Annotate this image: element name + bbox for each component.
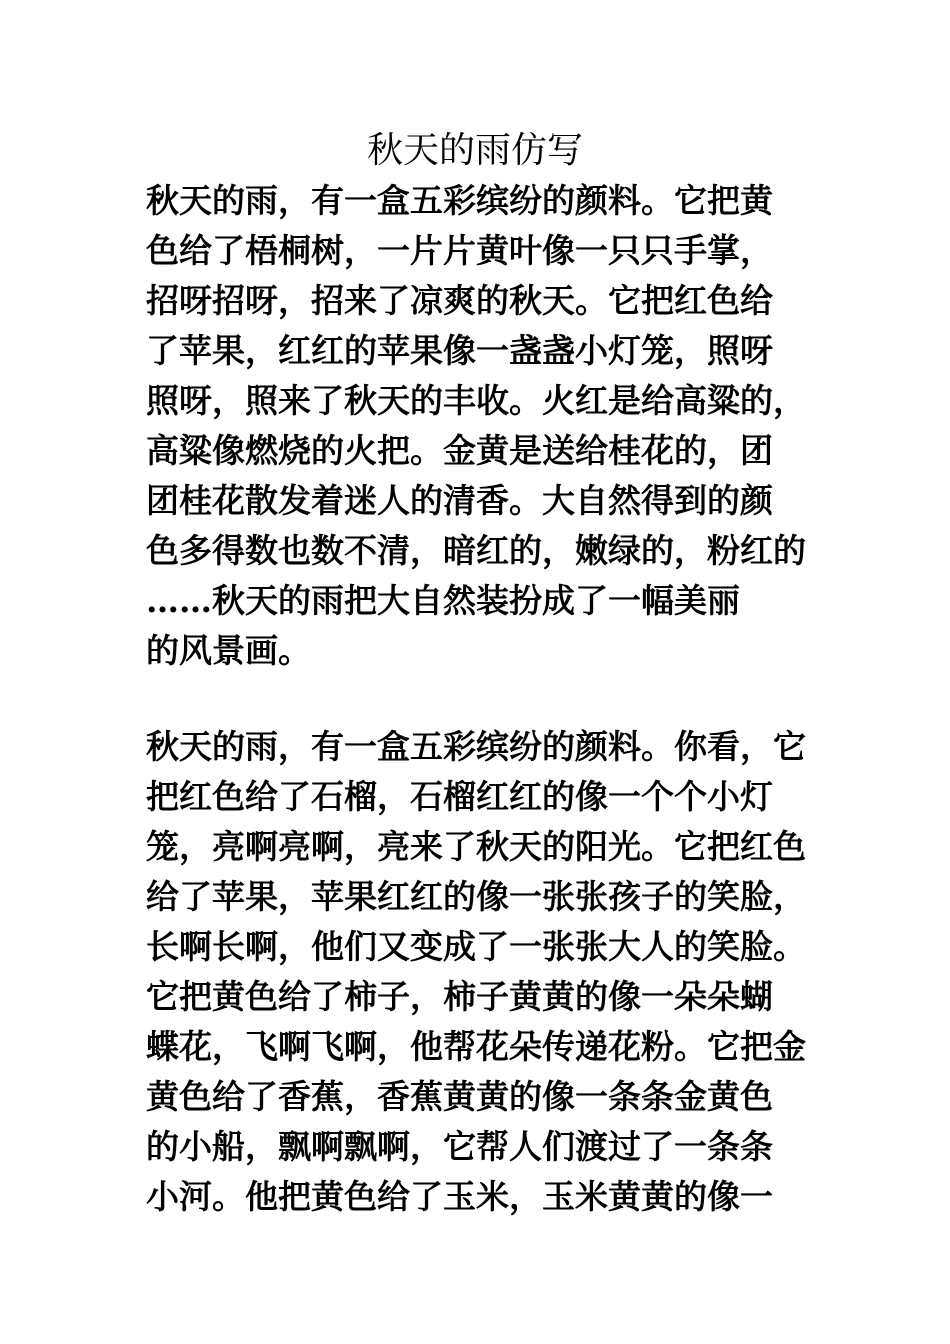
- text-line: 团桂花散发着迷人的清香。大自然得到的颜: [146, 481, 773, 520]
- text-line: 照呀，照来了秋天的丰收。火红是给高粱的，: [146, 381, 806, 420]
- text-line: 秋天的雨，有一盒五彩缤纷的颜料。你看，它: [146, 727, 806, 766]
- text-line: ……秋天的雨把大自然装扮成了一幅美丽: [146, 581, 740, 620]
- text-line: 的小船，飘啊飘啊，它帮人们渡过了一条条: [146, 1127, 773, 1166]
- text-line: 把红色给了石榴，石榴红红的像一个个小灯: [146, 777, 773, 816]
- text-line: 给了苹果，苹果红红的像一张张孩子的笑脸，: [146, 877, 806, 916]
- text-line: 招呀招呀，招来了凉爽的秋天。它把红色给: [146, 281, 773, 320]
- text-line: 色多得数也数不清，暗红的，嫩绿的，粉红的: [146, 531, 806, 570]
- text-line: 长啊长啊，他们又变成了一张张大人的笑脸。: [146, 927, 806, 966]
- text-line: 高粱像燃烧的火把。金黄是送给桂花的，团: [146, 431, 773, 470]
- page-title: 秋天的雨仿写: [366, 130, 583, 171]
- paragraph-2: [146, 722, 826, 1222]
- text-line: 色给了梧桐树，一片片黄叶像一只只手掌，: [146, 231, 773, 270]
- text-line: 的风景画。: [146, 631, 311, 670]
- text-line: 笼，亮啊亮啊，亮来了秋天的阳光。它把红色: [146, 827, 806, 866]
- paragraph-1: [146, 176, 826, 676]
- text-line: 它把黄色给了柿子，柿子黄黄的像一朵朵蝴: [146, 977, 773, 1016]
- text-line: 黄色给了香蕉，香蕉黄黄的像一条条金黄色: [146, 1077, 773, 1116]
- text-line: 蝶花，飞啊飞啊，他帮花朵传递花粉。它把金: [146, 1027, 806, 1066]
- text-line: 小河。他把黄色给了玉米，玉米黄黄的像一: [146, 1177, 773, 1216]
- text-line: 秋天的雨，有一盒五彩缤纷的颜料。它把黄: [146, 181, 773, 220]
- text-line: 了苹果，红红的苹果像一盏盏小灯笼，照呀: [146, 331, 773, 370]
